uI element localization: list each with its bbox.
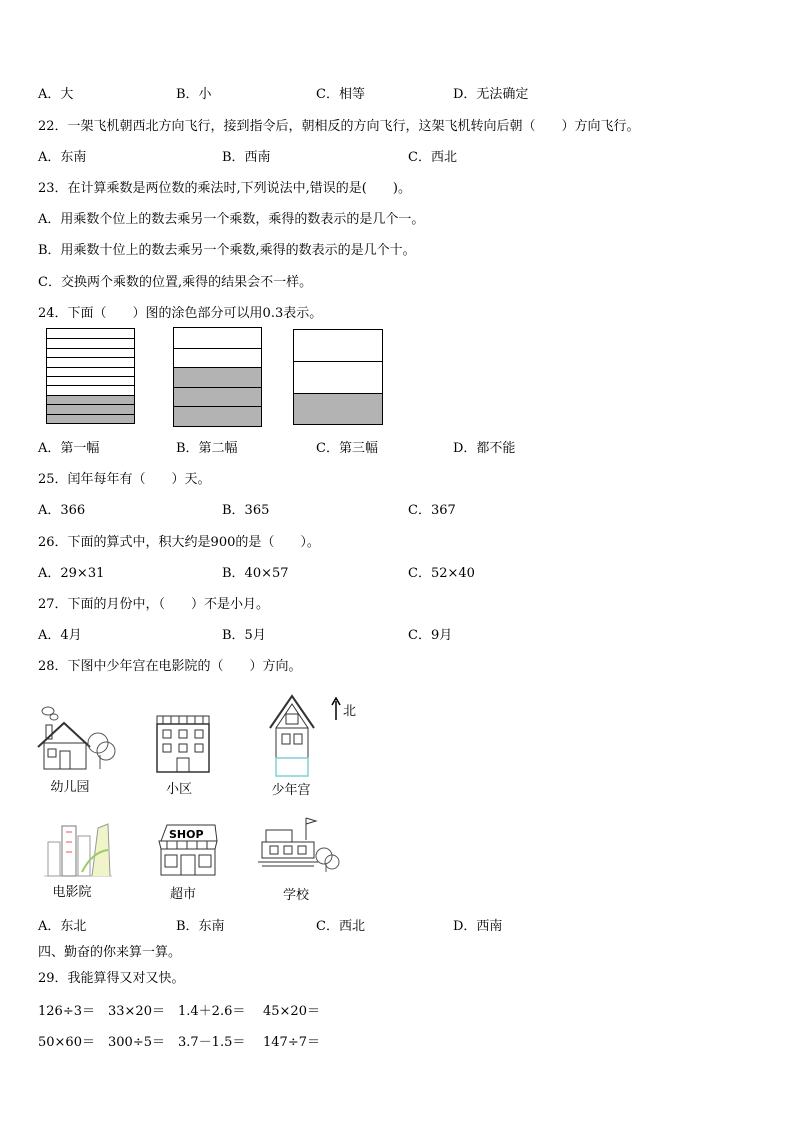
fraction-strip <box>174 406 261 426</box>
q29-calc-2: 33×20＝ <box>108 1004 165 1019</box>
fraction-strip <box>294 330 382 361</box>
q24-question: 24．下面（ ）图的涂色部分可以用0.3表示。 <box>38 306 323 321</box>
section-4-title: 四、勤奋的你来算一算。 <box>38 945 182 960</box>
q27-option-a[interactable]: A．4月 <box>38 628 82 643</box>
q23-option-c[interactable]: C．交换两个乘数的位置,乘得的结果会不一样。 <box>38 275 313 290</box>
fraction-strip <box>47 329 134 338</box>
q24-option-b[interactable]: B．第二幅 <box>176 441 238 456</box>
q23-question: 23．在计算乘数是两位数的乘法时,下列说法中,错误的是( )。 <box>38 181 411 196</box>
fraction-strip <box>47 357 134 366</box>
q24-figure-3 <box>293 329 383 425</box>
q25-option-a[interactable]: A．366 <box>38 503 86 518</box>
fraction-strip <box>47 414 134 423</box>
cinema-icon <box>42 822 114 878</box>
q29-calc-8: 147÷7＝ <box>263 1035 320 1050</box>
q21-option-d[interactable]: D．无法确定 <box>453 87 529 102</box>
q27-question: 27．下面的月份中，（ ）不是小月。 <box>38 597 270 612</box>
q25-option-c[interactable]: C．367 <box>408 503 456 518</box>
fraction-strip <box>47 367 134 376</box>
q23-option-b[interactable]: B．用乘数十位上的数去乘另一个乘数,乘得的数表示的是几个十。 <box>38 243 416 258</box>
q29-calc-1: 126÷3＝ <box>38 1004 95 1019</box>
q25-option-b[interactable]: B．365 <box>222 503 270 518</box>
q24-option-c[interactable]: C．第三幅 <box>316 441 378 456</box>
q29-calc-6: 300÷5＝ <box>108 1035 165 1050</box>
q26-question: 26．下面的算式中，积大约是900的是（ ）。 <box>38 535 320 550</box>
q25-question: 25．闰年每年有（ ）天。 <box>38 472 211 487</box>
q28-question: 28．下图中少年宫在电影院的（ ）方向。 <box>38 659 302 674</box>
q24-figure-2 <box>173 327 262 427</box>
q29-calc-5: 50×60＝ <box>38 1035 95 1050</box>
q27-option-b[interactable]: B．5月 <box>222 628 266 643</box>
fraction-strip <box>47 338 134 347</box>
q22-option-c[interactable]: C．西北 <box>408 150 457 165</box>
q26-option-a[interactable]: A．29×31 <box>38 566 105 581</box>
q27-option-c[interactable]: C．9月 <box>408 628 453 643</box>
place-cinema: 电影院 <box>52 885 92 900</box>
place-school: 学校 <box>282 888 309 903</box>
place-supermarket: 超市 <box>169 887 196 902</box>
fraction-strip <box>47 404 134 413</box>
q22-option-b[interactable]: B．西南 <box>222 150 271 165</box>
place-kindergarten: 幼儿园 <box>50 780 90 795</box>
q23-option-a[interactable]: A．用乘数个位上的数去乘另一个乘数，乘得的数表示的是几个一。 <box>38 212 425 227</box>
q28-option-a[interactable]: A．东北 <box>38 919 87 934</box>
q21-option-b[interactable]: B．小 <box>176 87 212 102</box>
q29-calc-7: 3.7－1.5＝ <box>178 1035 246 1050</box>
q28-option-d[interactable]: D．西南 <box>453 919 503 934</box>
q22-option-a[interactable]: A．东南 <box>38 150 87 165</box>
fraction-strip <box>294 393 382 424</box>
supermarket-icon <box>155 821 221 879</box>
fraction-strip <box>294 361 382 392</box>
q24-option-d[interactable]: D．都不能 <box>453 441 516 456</box>
residential-icon <box>153 714 213 774</box>
q22-question: 22．一架飞机朝西北方向飞行，接到指令后，朝相反的方向飞行，这架飞机转向后朝（ ）方向飞行。 <box>38 119 640 134</box>
fraction-strip <box>47 395 134 404</box>
q29-calc-4: 45×20＝ <box>263 1004 320 1019</box>
fraction-strip <box>47 348 134 357</box>
q28-option-b[interactable]: B．东南 <box>176 919 225 934</box>
q21-option-c[interactable]: C．相等 <box>316 87 365 102</box>
q26-option-c[interactable]: C．52×40 <box>408 566 475 581</box>
q24-figure-1 <box>46 328 135 424</box>
q21-option-a[interactable]: A．大 <box>38 87 74 102</box>
place-youth-palace: 少年宫 <box>271 783 311 798</box>
fraction-strip <box>174 387 261 407</box>
kindergarten-icon <box>34 705 118 773</box>
school-icon <box>258 816 340 874</box>
fraction-strip <box>47 376 134 385</box>
q28-option-c[interactable]: C．西北 <box>316 919 365 934</box>
north-arrow-icon <box>330 697 342 721</box>
north-label: 北 <box>343 704 357 719</box>
q29-calc-3: 1.4＋2.6＝ <box>178 1004 246 1019</box>
place-residential: 小区 <box>165 782 192 797</box>
fraction-strip <box>174 367 261 387</box>
youth-palace-icon <box>266 694 318 778</box>
q24-option-a[interactable]: A．第一幅 <box>38 441 100 456</box>
fraction-strip <box>47 385 134 394</box>
shop-sign: SHOP <box>169 828 204 841</box>
fraction-strip <box>174 328 261 348</box>
q26-option-b[interactable]: B．40×57 <box>222 566 289 581</box>
q29-question: 29．我能算得又对又快。 <box>38 971 185 986</box>
fraction-strip <box>174 348 261 368</box>
